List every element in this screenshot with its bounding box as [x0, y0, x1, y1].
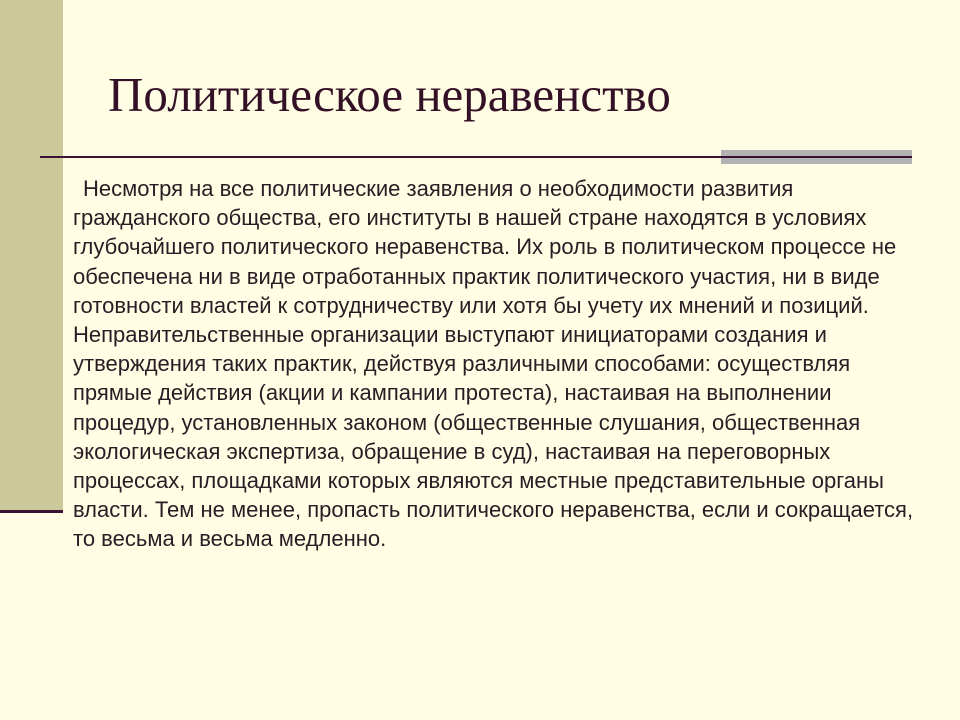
title-underline-accent-line [721, 156, 912, 158]
slide-body-text: Несмотря на все политические заявления о необходимости развития гражданского общества, его институты в нашей стране находятся в условиях глубочайшего политического неравенства. Их роль в политическом процессе не обеспечена ни в виде отработанных практик политического участия, ни в виде готовности властей к сотрудничеству или хотя бы учету их мнений и позиций. Неправительственные организации выступают инициаторами создания и утверждения таких практик, действуя различными способами: осуществляя прямые действия (акции и кампании протеста), настаивая на выполнении процедур, установленных законом (общественные слушания, общественная экологическая экспертиза, обращение в суд), настаивая на переговорных процессах, площадками которых являются местные представительные органы власти. Тем не менее, пропасть политического неравенства, если и сокращается, то весьма и весьма медленно. [73, 176, 914, 552]
sidebar-divider [0, 510, 63, 513]
sidebar-decoration [0, 0, 63, 512]
slide-title: Политическое неравенство [108, 67, 671, 122]
